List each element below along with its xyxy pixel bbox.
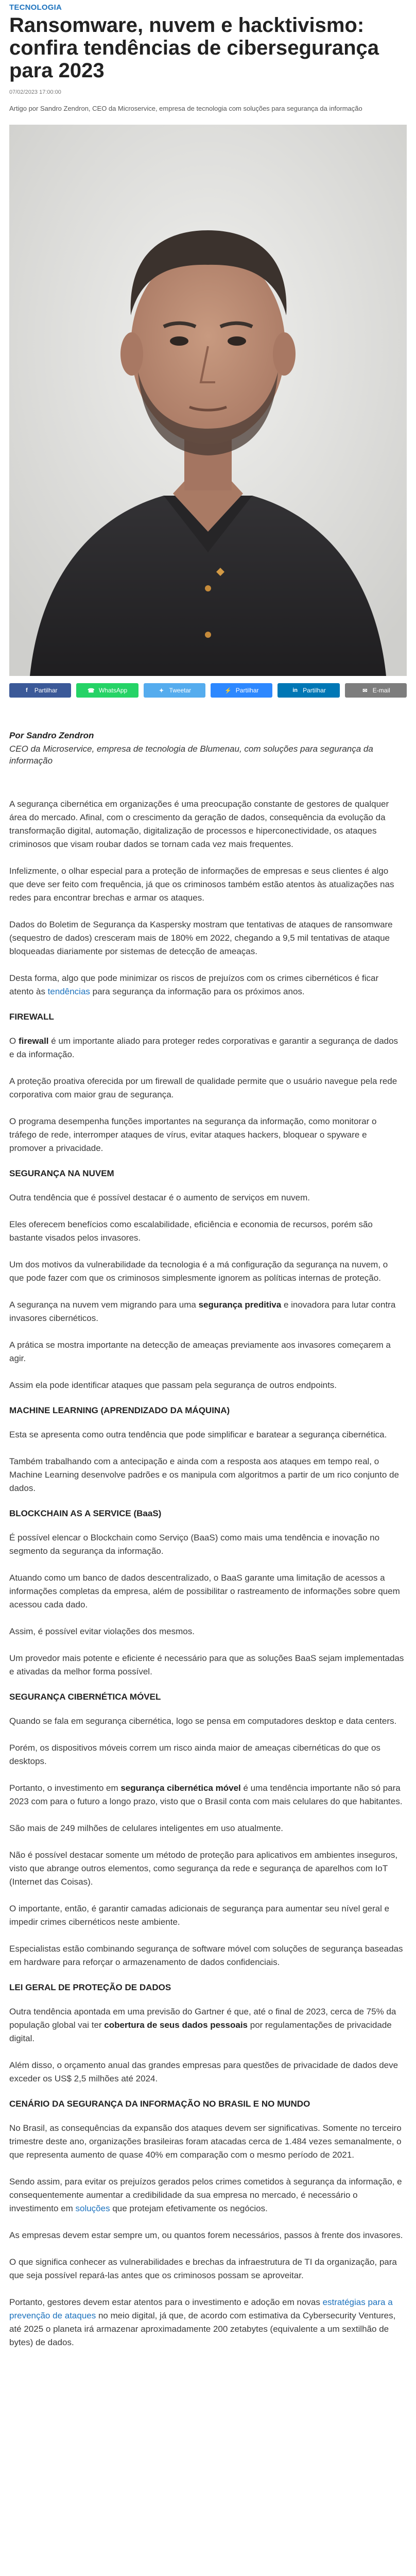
portrait-photo bbox=[9, 125, 407, 676]
section-heading-baas: BLOCKCHAIN AS A SERVICE (BaaS) bbox=[9, 1509, 162, 1518]
paragraph: Quando se fala em segurança cibernética, logo se pensa em computadores desktop e data centers. bbox=[9, 1716, 397, 1726]
paragraph: O que significa conhecer as vulnerabilidades e brechas da infraestrutura de TI da organização, para que seja possível repará-las antes que os criminosos possam se aproveitar. bbox=[9, 2257, 397, 2280]
paragraph: Infelizmente, o olhar especial para a proteção de informações de empresas e seus clientes é algo que deve ser feito com frequência, já que os criminosos também estão atentos às atualizações nas redes para encontrar brechas e armar os ataques. bbox=[9, 866, 394, 903]
share-label: Partilhar bbox=[303, 687, 326, 694]
paragraph: O firewall é um importante aliado para proteger redes corporativas e garantir a segurança de dados e da informação. bbox=[9, 1036, 398, 1059]
paragraph: Outra tendência apontada em uma previsão do Gartner é que, até o final de 2023, cerca de 75% da população global vai ter cobertura de seus dados pessoais por regulamentações de privacidade digital. bbox=[9, 2007, 396, 2043]
share-whatsapp-button[interactable] bbox=[76, 683, 138, 698]
share-label: Partilhar bbox=[235, 687, 259, 694]
category-label[interactable]: TECNOLOGIA bbox=[9, 3, 62, 12]
paragraph: A proteção proativa oferecida por um firewall de qualidade permite que o usuário navegue pela rede corporativa com maior grau de segurança. bbox=[9, 1076, 397, 1099]
paragraph: Portanto, gestores devem estar atentos para o investimento e adoção em novas estratégias para a prevenção de ataques no meio digital, já que, de acordo com estimativa da Cybersecurity Ventures, até 2025 o planeta irá armazenar aproximadamente 200 zetabytes (equivalente a um sextilhão de bytes) de dados. bbox=[9, 2297, 396, 2347]
section-heading-ml: MACHINE LEARNING (APRENDIZADO DA MÁQUINA) bbox=[9, 1405, 230, 1415]
paragraph: O importante, então, é garantir camadas adicionais de segurança para aumentar seu nível geral e impedir crimes cibernéticos neste ambiente. bbox=[9, 1904, 390, 1927]
paragraph: A segurança na nuvem vem migrando para uma segurança preditiva e inovadora para lutar contra invasores cibernéticos. bbox=[9, 1300, 396, 1323]
paragraph: Esta se apresenta como outra tendência que pode simplificar e baratear a segurança cibernética. bbox=[9, 1430, 387, 1439]
section-heading-lgpd: LEI GERAL DE PROTEÇÃO DE DADOS bbox=[9, 1982, 171, 1992]
facebook-icon: f bbox=[25, 687, 28, 693]
twitter-icon: ✦ bbox=[159, 687, 164, 694]
paragraph: Assim ela pode identificar ataques que passam pela segurança de outros endpoints. bbox=[9, 1380, 337, 1390]
author-description: CEO da Microservice, empresa de tecnologia de Blumenau, com soluções para segurança da informação bbox=[9, 744, 373, 766]
paragraph: Um provedor mais potente e eficiente é necessário para que as soluções BaaS sejam implementadas e ativadas da melhor forma possível. bbox=[9, 1653, 404, 1676]
paragraph: Não é possível destacar somente um método de proteção para aplicativos em ambientes inseguros, visto que abrange outros elementos, como segurança da rede e segurança de aparelhos com IoT (Internet das Coisas). bbox=[9, 1850, 398, 1887]
paragraph: É possível elencar o Blockchain como Serviço (BaaS) como mais uma tendência e inovação no segmento da segurança da informação. bbox=[9, 1533, 380, 1556]
author-name: Por Sandro Zendron bbox=[9, 731, 94, 740]
share-label: WhatsApp bbox=[98, 687, 128, 694]
whatsapp-icon: ☎ bbox=[87, 687, 95, 694]
author-portrait bbox=[9, 125, 407, 676]
share-linkedin-button[interactable] bbox=[278, 683, 339, 698]
share-messenger-button[interactable] bbox=[211, 683, 272, 698]
paragraph: Eles oferecem benefícios como escalabilidade, eficiência e economia de recursos, porém são bastante visados pelos invasores. bbox=[9, 1219, 373, 1243]
estrategias-link[interactable]: estratégias para a prevenção de ataques bbox=[9, 2297, 393, 2320]
paragraph: Especialistas estão combinando segurança de software móvel com soluções de segurança baseadas em hardware para reforçar o armazenamento de dados confidenciais. bbox=[9, 1944, 403, 1967]
paragraph: O programa desempenha funções importantes na segurança da informação, como monitorar o tráfego de rede, interromper ataques de vírus, evitar ataques hackers, bloquear o spyware e promover a privacidade. bbox=[9, 1116, 377, 1153]
section-heading-brasil: CENÁRIO DA SEGURANÇA DA INFORMAÇÃO NO BRASIL E NO MUNDO bbox=[9, 2099, 310, 2109]
share-twitter-button[interactable] bbox=[144, 683, 205, 698]
section-heading-mobile: SEGURANÇA CIBERNÉTICA MÓVEL bbox=[9, 1692, 161, 1702]
solucoes-link[interactable]: soluções bbox=[75, 2204, 110, 2213]
paragraph: Porém, os dispositivos móveis correm um risco ainda maior de ameaças cibernéticas do que os desktops. bbox=[9, 1743, 380, 1766]
paragraph: Também trabalhando com a antecipação e ainda com a resposta aos ataques em tempo real, o Machine Learning desenvolve padrões e os manipula com algoritmos a partir de um rico conjunto de dados. bbox=[9, 1456, 399, 1493]
paragraph: A prática se mostra importante na detecção de ameaças previamente aos invasores começarem a agir. bbox=[9, 1340, 391, 1363]
paragraph: No Brasil, as consequências da expansão dos ataques devem ser significativas. Somente no terceiro trimestre deste ano, organizações brasileiras foram atacadas cerca de 1.484 vezes semanalmente, o que representa aumento de quase 40% em comparação com o mesmo período de 2021. bbox=[9, 2123, 402, 2160]
share-bar bbox=[9, 683, 407, 698]
share-facebook-button[interactable] bbox=[9, 683, 71, 698]
messenger-icon: ⚡ bbox=[224, 687, 232, 694]
share-email-button[interactable] bbox=[345, 683, 407, 698]
paragraph: A segurança cibernética em organizações é uma preocupação constante de gestores de qualquer área do mercado. Afinal, com o crescimento da geração de dados, consequência da evolução da transformação digital, automação, digitalização de processos e hiperconectividade, os ataques criminosos que visam roubar dados se tornam cada vez mais frequentes. bbox=[9, 799, 389, 849]
paragraph: Outra tendência que é possível destacar é o aumento de serviços em nuvem. bbox=[9, 1193, 310, 1202]
linkedin-icon: in bbox=[292, 687, 298, 693]
share-label: E-mail bbox=[372, 687, 390, 694]
article-body bbox=[9, 798, 405, 2349]
article-excerpt: Artigo por Sandro Zendron, CEO da Microservice, empresa de tecnologia com soluções para segurança da informação bbox=[9, 105, 362, 112]
publish-date: 07/02/2023 17:00:00 bbox=[9, 89, 61, 95]
paragraph: Desta forma, algo que pode minimizar os riscos de prejuízos com os crimes cibernéticos é ficar atento às tendências para segurança da informação para os próximos anos. bbox=[9, 973, 379, 996]
email-icon: ✉ bbox=[362, 687, 368, 694]
paragraph: Um dos motivos da vulnerabilidade da tecnologia é a má configuração da segurança na nuvem, o que pode fazer com que os criminosos simplesmente ignorem as políticas internas de proteção. bbox=[9, 1260, 388, 1283]
section-heading-firewall: FIREWALL bbox=[9, 1012, 54, 1022]
share-label: Tweetar bbox=[169, 687, 192, 694]
paragraph: Assim, é possível evitar violações dos mesmos. bbox=[9, 1626, 195, 1636]
paragraph: As empresas devem estar sempre um, ou quantos forem necessários, passos à frente dos invasores. bbox=[9, 2230, 403, 2240]
tendencias-link[interactable]: tendências bbox=[47, 987, 90, 996]
author-block bbox=[9, 731, 407, 767]
paragraph: Atuando como um banco de dados descentralizado, o BaaS garante uma limitação de acessos a informações completas da empresa, além de possibilitar o rastreamento de informações sobre quem acessou cada dado. bbox=[9, 1573, 400, 1609]
paragraph: Sendo assim, para evitar os prejuízos gerados pelos crimes cometidos à segurança da informação, e consequentemente aumentar a credibilidade da sua empresa no mercado, é necessário o investimento em soluções que protejam efetivamente os negócios. bbox=[9, 2177, 402, 2213]
paragraph: Portanto, o investimento em segurança cibernética móvel é uma tendência importante não só para 2023 com para o futuro a longo prazo, visto que o Brasil conta com mais celulares do que habitantes. bbox=[9, 1783, 403, 1806]
section-heading-cloud: SEGURANÇA NA NUVEM bbox=[9, 1168, 114, 1178]
paragraph: São mais de 249 milhões de celulares inteligentes em uso atualmente. bbox=[9, 1823, 284, 1833]
paragraph: Dados do Boletim de Segurança da Kaspersky mostram que tentativas de ataques de ransomware (sequestro de dados) cresceram mais de 180% em 2022, chegando a 9,5 mil tentativas de ataque bloqueadas diariamente por sistemas de detecção de ameaças. bbox=[9, 920, 393, 956]
article-page bbox=[9, 3, 407, 2363]
paragraph: Além disso, o orçamento anual das grandes empresas para questões de privacidade de dados deve exceder os US$ 2,5 milhões até 2024. bbox=[9, 2060, 398, 2083]
share-label: Partilhar bbox=[34, 687, 58, 694]
article-title: Ransomware, nuvem e hacktivismo: confira tendências de cibersegurança para 2023 bbox=[9, 14, 379, 82]
